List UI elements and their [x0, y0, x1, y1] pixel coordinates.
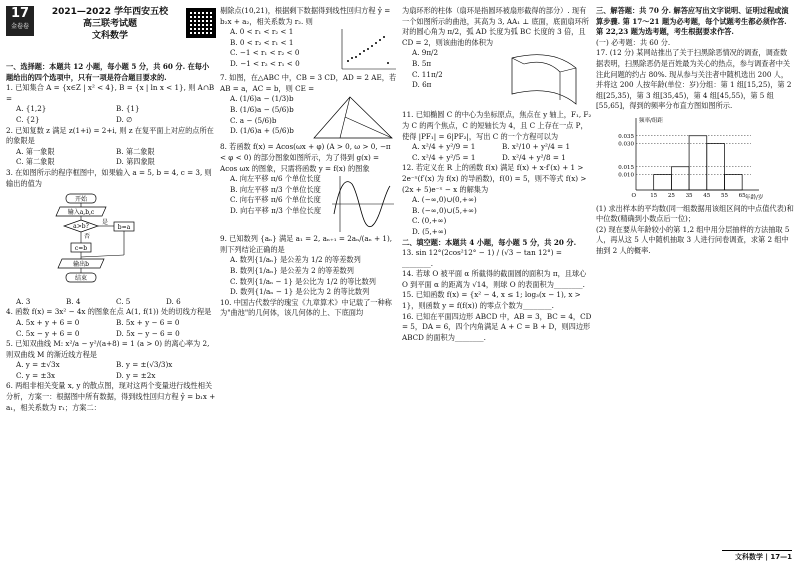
q1-options-row-2 [6, 115, 216, 126]
q1-option-a: A. {1,2} [16, 104, 47, 114]
triangle-figure [310, 94, 396, 142]
badge-number: 17 [10, 6, 30, 21]
question-17-part-2: (2) 现在要从年龄较小的第 1,2 组中用分层抽样的方法抽取 5 人，再从这 5 人中随机抽取 3 人进行问卷调查，求第 2 组中抽到 2 人的概率. [596, 224, 790, 255]
title-line-3: 文科数学 [91, 31, 128, 41]
section-3-title: 三、解答题：共 70 分. 解答应写出文字说明、证明过程或演算步骤. 第 17～21 题为必考题，每个试题考生都必须作答. 第 22,23 题为选考题，考生根据要求作答. [596, 6, 789, 37]
q7-option-b: B. (1/6)a − (5/6)b [230, 104, 294, 114]
question-17: 17. (12 分) 某网站推出了关于扫黑除恶情况的调查，调查数据表明，扫黑除恶仍是百姓最为关心的热点，参与调查者中关注此问题的约占 80%. 现从参与关注者中随机选出 200 人，并将这 200 人按年龄(单位：岁)分组：第 1 组[15,25)，第 2 组[25,35)，第 3 组[35,45)，第 4 组[45,55)，第 5 组[55,65]，得到的频率分布直方图如图所示. [596, 48, 792, 111]
exam-badge [6, 6, 34, 36]
column-2 [220, 6, 398, 319]
q6-option-b: B. 0 < r₂ < r₁ < 1 [230, 37, 294, 47]
section-1-title: 一、选择题：本题共 12 小题，每小题 5 分，共 60 分. 在每小题给出的四个选项中，只有一项是符合题目要求的. [6, 62, 210, 82]
question-6: 6. 两组非相关变量 x, y 的散点图，现对这两个变量进行线性相关分析，方案一：根据图中所有数据，得到线性回归方程 ŷ = b₁x + a₁，相关系数为 r₁；方案二： [6, 381, 216, 412]
q11-option-c: C. x²/4 + y²/5 = 1 [412, 152, 476, 162]
q6-option-c: C. −1 < r₁ < r₂ < 0 [230, 48, 300, 58]
q2-options-row-1 [6, 147, 216, 158]
histogram-bar [724, 174, 742, 190]
column-1 [6, 6, 216, 413]
page-footer: 文科数学 | 17—1 [722, 550, 792, 562]
q12-option-c: C. (0,+∞) [412, 216, 447, 226]
flow-end: 结束 [74, 275, 88, 283]
q2-option-b: B. 第二象限 [116, 146, 155, 156]
q10-option-a: A. 9π/2 [412, 48, 439, 58]
q3-option-c: C. 5 [116, 296, 131, 306]
q5-option-a: A. y = ±√3x [16, 360, 60, 370]
curved-pool-figure [502, 48, 582, 110]
q11-options-row-2 [402, 153, 592, 164]
y-tick-label: 0.010 [618, 172, 634, 179]
scatter-plot-figure [336, 27, 398, 73]
q6-body [220, 27, 398, 73]
column-4 [596, 6, 794, 257]
flow-condition: a>b? [73, 223, 89, 231]
q2-options-row-2 [6, 157, 216, 168]
q6-option-d: D. −1 < r₂ < r₁ < 0 [230, 58, 300, 68]
frequency-histogram [606, 114, 776, 200]
q12-option-d: D. (5,+∞) [412, 226, 447, 236]
question-3: 3. 在如图所示的程序框图中，如果输入 a = 5, b = 4, c = 3, 则输出的值为 [6, 167, 212, 188]
q4-options-row-2 [6, 329, 216, 340]
q10-option-c: C. 11π/2 [412, 69, 443, 79]
q2-option-a: A. 第一象限 [16, 146, 55, 156]
q8-option-c: C. 向右平移 π/6 个单位长度 [230, 195, 321, 205]
q1-option-d: D. ∅ [116, 114, 133, 124]
q7-option-d: D. (1/6)a + (5/6)b [230, 126, 294, 136]
histogram-bar [671, 167, 689, 190]
x-tick-label: 45 [703, 192, 711, 199]
q11-option-d: D. x²/4 + y²/8 = 1 [502, 152, 566, 162]
question-4: 4. 函数 f(x) = 3x² − 4x 的图象在点 A(1, f(1)) 处的切线方程是 [6, 307, 212, 317]
question-14: 14. 若球 O 被平面 α 所截得的截面圆的面积为 π，且球心 O 到平面 α 的距离为 √14，则球 O 的表面积为________. [402, 269, 587, 289]
q4-option-c: C. 5x − y + 6 = 0 [16, 328, 80, 338]
question-2: 2. 已知复数 z 满足 z(1+i) = 2+i, 则 z 在复平面上对应的点所在的象限是 [6, 125, 214, 146]
q11-option-a: A. x²/4 + y²/9 = 1 [412, 142, 476, 152]
q8-option-a: A. 向左平移 π/6 个单位长度 [230, 174, 321, 184]
exam-header [6, 6, 216, 62]
question-8: 8. 若函数 f(x) = Acos(ωx + φ) (A > 0, ω > 0, −π < φ < 0) 的部分图象如图所示，为了得到 g(x) = Acos ωx 的图象，只需将函数 y = f(x) 的图象 [220, 142, 391, 173]
q2-option-d: D. 第四象限 [116, 157, 155, 167]
question-17-part-1: (1) 求出样本的平均数(同一组数据用该组区间的中点值代表)和中位数(精确到小数点后一位)； [596, 203, 794, 224]
q10-body [402, 48, 592, 110]
q4-option-b: B. 5x + y − 6 = 0 [116, 317, 180, 327]
q10-option-b: B. 5π [412, 58, 432, 68]
flow-step-2: c=b [74, 245, 88, 253]
q9-option-b: B. 数列{1/aₙ} 是公差为 2 的等差数列 [230, 265, 354, 275]
question-5: 5. 已知双曲线 M: x²/a − y²/(a+8) = 1 (a > 0) 的离心率为 2, 则双曲线 M 的渐近线方程是 [6, 339, 210, 359]
q4-option-d: D. 5x − y − 6 = 0 [116, 328, 180, 338]
histogram-bar [654, 174, 672, 190]
q5-option-c: C. y = ±3x [16, 370, 56, 380]
q1-options-row-1 [6, 104, 216, 115]
q1-option-c: C. {2} [16, 114, 40, 124]
q8-body [220, 174, 398, 234]
column-3 [402, 6, 592, 343]
question-16: 16. 已知在平面四边形 ABCD 中，AB = 3，BC = 4，CD = 5，DA = 6，四个内角满足 A + C = B + D，则四边形 ABCD 的面积为________. [402, 311, 592, 342]
q1-option-b: B. {1} [116, 104, 140, 114]
q3-option-a: A. 3 [16, 296, 31, 306]
q5-options-row-1 [6, 360, 216, 371]
q6-option-a: A. 0 < r₁ < r₂ < 1 [230, 27, 294, 37]
section-2-title: 二、填空题：本题共 4 小题，每小题 5 分，共 20 分. [402, 237, 577, 247]
q3-option-b: B. 4 [66, 296, 81, 306]
title-line-1: 2021—2022 学年西安五校 [51, 7, 169, 17]
q4-options-row-1 [6, 318, 216, 329]
q3-options [6, 297, 216, 308]
flow-input: 输入a,b,c [67, 209, 95, 217]
q7-option-c: C. a − (5/6)b [230, 115, 277, 125]
histogram-bar [689, 136, 707, 190]
q8-option-b: B. 向左平移 π/3 个单位长度 [230, 184, 321, 194]
q4-option-a: A. 5x + y + 6 = 0 [16, 317, 80, 327]
y-axis-label: 频率/组距 [639, 117, 663, 124]
x-tick-label: 25 [667, 192, 675, 199]
qr-code-icon [186, 8, 216, 38]
question-11: 11. 已知椭圆 C 的中心为坐标原点，焦点在 y 轴上，F₁, F₂ 为 C 的两个焦点，C 的短轴长为 4，且 C 上存在一点 P，使得 |PF₁| = 6|PF₂|，写出 C 的一个方程可以为 [402, 110, 592, 141]
question-13: 13. sin 12°(2cos²12° − 1) / (√3 − tan 12°) = ________. [402, 248, 562, 268]
q9-option-c: C. 数列{1/aₙ − 1} 是公比为 1/2 的等比数列 [230, 276, 376, 286]
q9-option-d: D. 数列{1/aₙ − 1} 是公比为 2 的等比数列 [230, 287, 370, 297]
flow-yes: 是 [102, 219, 109, 227]
section-3-subtitle: (一) 必考题：共 60 分. [596, 37, 671, 47]
question-10: 10. 中国古代数学的瑰宝《九章算术》中记载了一种称为"曲池"的几何体，该几何体的上、下底面均 [220, 297, 392, 318]
q12-option-b: B. (−∞,0)∪(5,+∞) [412, 205, 477, 215]
q5-option-d: D. y = ±2x [116, 370, 156, 380]
flow-output: 输出b [73, 261, 89, 269]
x-tick-label: 55 [720, 192, 728, 199]
x-axis-label: 年龄/岁 [745, 194, 764, 200]
question-6-continued: 剔除点(10,21)，根据剩下数据得到线性回归方程 ŷ = b₂x + a₂，相关系数为 r₂. 则 [220, 6, 391, 26]
question-12: 12. 若定义在 R 上的函数 f(x) 满足 f(x) + x·f′(x) + 1 > 2e⁻ˣ(f′(x) 为 f(x) 的导函数)，f(0) = 5，则不等式 f(x) > (2x + 5)e⁻ˣ − x 的解集为 [402, 163, 587, 194]
q10-option-d: D. 6π [412, 80, 432, 90]
question-7: 7. 如图，在△ABC 中，CB = 3 CD，AD = 2 AE，若 AB = a，AC = b，则 CE = [220, 73, 397, 93]
q9-option-a: A. 数列{1/aₙ} 是公差为 1/2 的等差数列 [230, 255, 361, 265]
badge-sub: 金卷卷 [10, 23, 29, 30]
question-9: 9. 已知数列 {aₙ} 满足 a₁ = 2, aₙ₊₁ = 2aₙ/(aₙ + 1), 则下列结论正确的是 [220, 234, 393, 254]
q12-option-a: A. (−∞,0)∪(0,+∞) [412, 195, 477, 205]
flowchart-figure [36, 193, 156, 291]
flow-start: 开始 [74, 196, 88, 204]
question-10-continued: 为扇环形的柱体（扇环是指圆环被扇形截得的部分）. 现有一个如图所示的曲池，其高为 3, AA₁ ⊥ 底面，底面扇环所对的圆心角为 π/2，弧 AD 长度为弧 BC 长度的 3 倍，且 CD = 2，则该曲池的体积为 [402, 6, 589, 47]
title-line-2: 高三联考试题 [82, 19, 137, 29]
question-15: 15. 已知函数 f(x) = {x² − 4, x ≤ 1; log₃(x − 1), x > 1}，则函数 y = f(f(x)) 的零点个数为________. [402, 290, 581, 311]
q7-option-a: A. (1/6)a − (1/3)b [230, 94, 294, 104]
q3-option-d: D. 6 [166, 296, 181, 306]
exam-title [34, 6, 186, 42]
y-tick-label: 0.015 [618, 164, 634, 171]
y-tick-label: 0.030 [618, 141, 634, 148]
q5-options-row-2 [6, 371, 216, 382]
x-tick-label: 35 [685, 192, 693, 199]
q8-option-d: D. 向右平移 π/3 个单位长度 [230, 205, 322, 215]
y-tick-label: 0.035 [618, 133, 634, 140]
flow-step-1: b=a [117, 224, 131, 232]
q2-option-c: C. 第二象限 [16, 157, 55, 167]
q11-options-row-1 [402, 142, 592, 153]
q11-option-b: B. x²/10 + y²/4 = 1 [502, 142, 571, 152]
flow-no: 否 [84, 233, 91, 241]
q7-body [220, 94, 398, 142]
q5-option-b: B. y = ±(√3/3)x [116, 360, 173, 370]
cosine-graph-figure [330, 174, 396, 234]
x-tick-label: O [631, 192, 636, 199]
x-tick-label: 15 [650, 192, 658, 199]
question-1: 1. 已知集合 A = {x∈Z | x² < 4}, B = {x | ln x < 1}, 则 A∩B = [6, 83, 215, 103]
x-tick-label: 65 [738, 192, 746, 199]
